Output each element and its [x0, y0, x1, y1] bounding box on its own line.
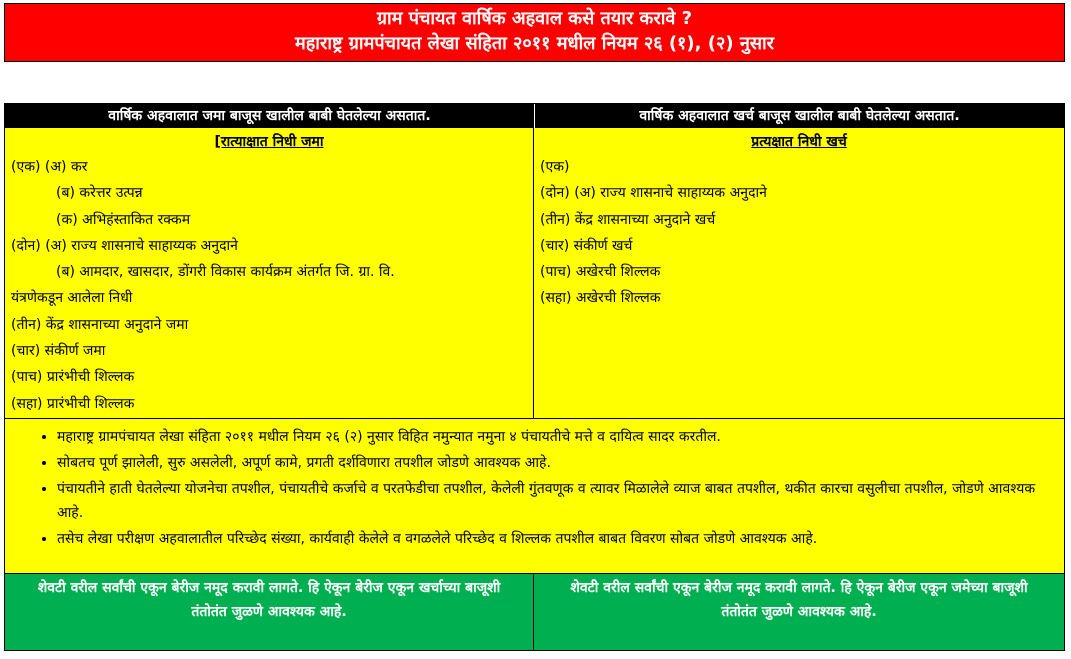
income-item: (सहा) प्रारंभीची शिल्लक — [11, 395, 135, 412]
banner-subtitle: महाराष्ट्र ग्रामपंचायत लेखा संहिता २०११ मधील नियम २६ (१), (२) नुसार — [294, 33, 775, 54]
income-column — [5, 128, 534, 418]
footer-expense-note: शेवटी वरील सर्वांची एकून बेरीज नमूद करावी लागते. हि ऐकून बेरीज एकून जमेच्या बाजूशी तंतोतंत जुळणे आवश्यक आहे. — [534, 573, 1064, 650]
report-table — [4, 103, 1065, 651]
note-item: • तसेच लेखा परीक्षण अहवालातील परिच्छेद संख्या, कार्यवाही केलेले व वगळलेले परिच्छेद व शिल्लक तपशील बाबत विवरण सोबत जोडणे आवश्यक आहे. — [57, 527, 1044, 551]
note-item: • सोबतच पूर्ण झालेली, सुरु असलेली, अपूर्ण कामे, प्रगती दर्शविणारा तपशील जोडणे आवश्यक आहे. — [57, 451, 1044, 475]
footer-income-note: शेवटी वरील सर्वांची एकून बेरीज नमूद करावी लागते. हि ऐकून बेरीज एकून खर्चाच्या बाजूशी तंतोतंत जुळणे आवश्यक आहे. — [5, 573, 534, 650]
expense-item: (एक) — [540, 159, 570, 175]
notes-section — [5, 418, 1064, 573]
expense-item: (दोन) (अ) राज्य शासनाचे साहाय्यक अनुदाने — [540, 185, 767, 202]
note-item: • पंचायतीने हाती घेतलेल्या योजनेचा तपशील, पंचायतीचे कर्जाचे व परतफेडीचा तपशील, केलेली गुंतवणूक व त्यावर मिळालेले व्याज बाबत तपशील, थकीत कारचा वसुलीचा तपशील, जोडणे आवश्यक आहे. — [57, 477, 1044, 525]
title-banner — [4, 3, 1065, 62]
banner-title: ग्राम पंचायत वार्षिक अहवाल कसे तयार करावे ? — [376, 8, 693, 29]
expense-item: (पाच) अखेरची शिल्लक — [540, 264, 661, 281]
note-item: • महाराष्ट्र ग्रामपंचायत लेखा संहिता २०११ मधील नियम २६ (२) नुसार विहित नमुन्यात नमुना ४ पंचायतीचे मत्ते व दायित्व सादर करतील. — [57, 425, 1044, 449]
income-side-header: वार्षिक अहवालात जमा बाजूस खालील बाबी घेतलेल्या असतात. — [5, 104, 534, 128]
income-item: (ब) करेत्तर उत्पन्न — [56, 185, 143, 202]
income-item: (दोन) (अ) राज्य शासनाचे साहाय्यक अनुदाने — [11, 237, 238, 254]
expense-subheading: प्रत्यक्षात निधी खर्च — [751, 134, 847, 150]
expense-column — [534, 128, 1064, 418]
notes-list — [5, 419, 1064, 551]
income-subheading: [रात्याक्षात निधी जमा — [214, 134, 324, 150]
expense-item: (तीन) केंद्र शासनाच्या अनुदाने खर्च — [540, 211, 716, 228]
income-item: (क) अभिहंस्ताकित रक्कम — [56, 211, 191, 228]
income-item: (पाच) प्रारंभीची शिल्लक — [11, 369, 135, 386]
income-item: (एक) (अ) कर — [11, 159, 88, 175]
income-item: (ब) आमदार, खासदार, डोंगरी विकास कार्यक्रम अंतर्गत जि. ग्रा. वि. — [56, 264, 395, 281]
expense-item: (सहा) अखेरची शिल्लक — [540, 290, 661, 307]
expense-side-header: वार्षिक अहवालात खर्च बाजूस खालील बाबी घेतलेल्या असतात. — [535, 104, 1064, 128]
income-item: (चार) संकीर्ण जमा — [11, 343, 106, 360]
income-item: यंत्रणेकडून आलेला निधी — [11, 290, 133, 307]
income-item: (तीन) केंद्र शासनाच्या अनुदाने जमा — [11, 316, 189, 333]
expense-item: (चार) संकीर्ण खर्च — [540, 237, 633, 254]
